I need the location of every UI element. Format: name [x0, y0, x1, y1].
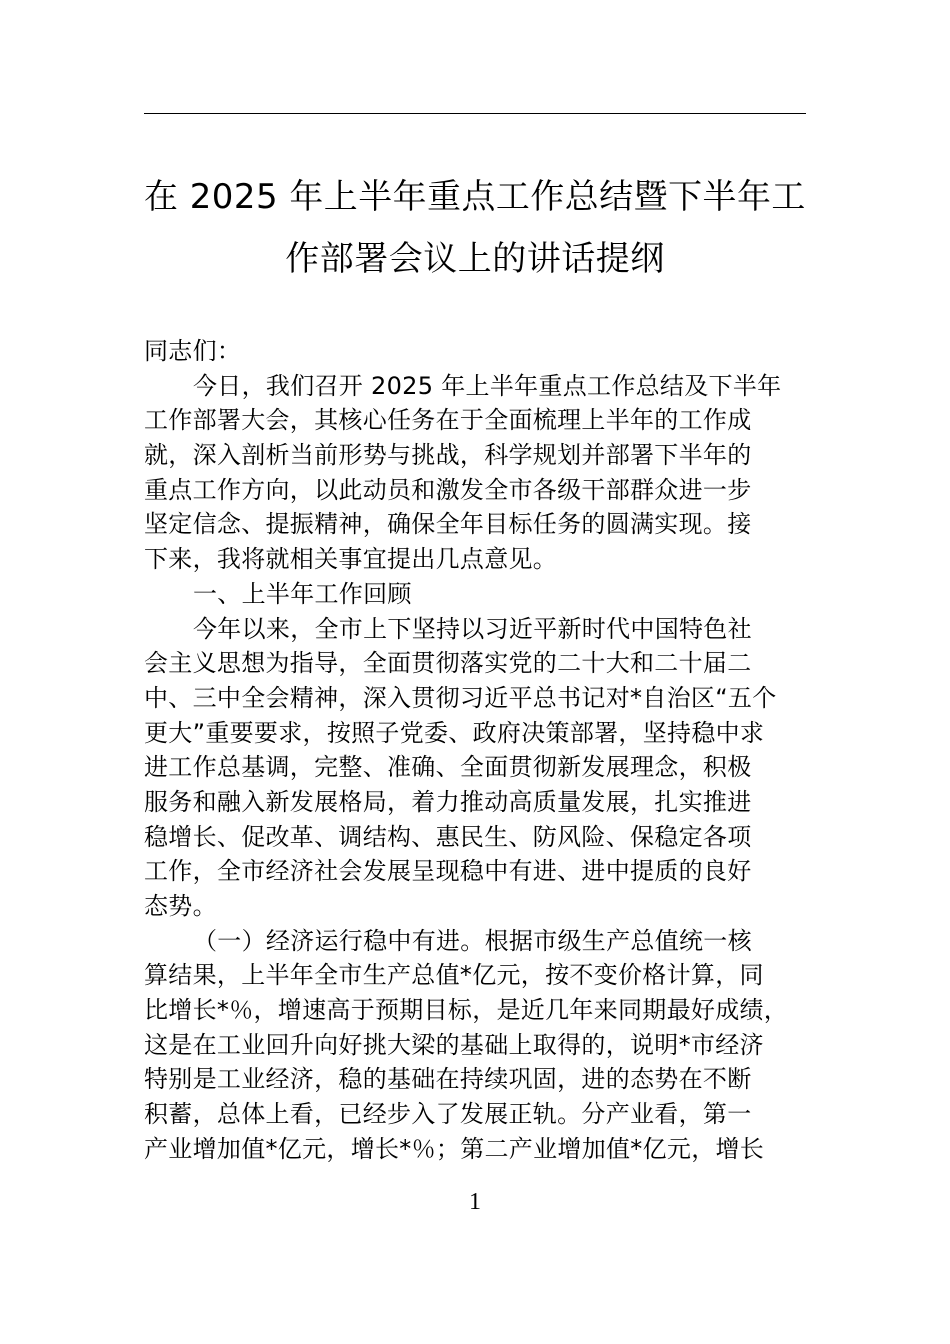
text-line: 工作，全市经济社会发展呈现稳中有进、进中提质的良好: [144, 857, 752, 886]
section-heading: 一、上半年工作回顾: [193, 579, 412, 608]
title-line-2: 作部署会议上的讲话提纲: [285, 239, 665, 279]
text-line: 就，深入剖析当前形势与挑战，科学规划并部署下半年的: [144, 441, 752, 470]
text-line: 特别是工业经济，稳的基础在持续巩固，进的态势在不断: [144, 1065, 752, 1094]
text-line: 下来，我将就相关事宜提出几点意见。: [144, 545, 558, 574]
text-line: 服务和融入新发展格局，着力推动高质量发展，扎实推进: [144, 787, 752, 816]
text-line: 更大”重要要求，按照子党委、政府决策部署，坚持稳中求: [144, 718, 765, 747]
text-line: 工作部署大会，其核心任务在于全面梳理上半年的工作成: [144, 406, 752, 435]
subsection-line: （一）经济运行稳中有进。根据市级生产总值统一核: [193, 926, 752, 955]
text-line: 稳增长、促改革、调结构、惠民生、防风险、保稳定各项: [144, 822, 752, 851]
text-line: 重点工作方向，以此动员和激发全市各级干部群众进一步: [144, 475, 752, 504]
salutation: 同志们：: [144, 337, 242, 365]
text-line: 产业增加值*亿元，增长*％；第二产业增加值*亿元，增长: [144, 1134, 765, 1163]
page-number: 1: [469, 1189, 481, 1215]
text-line: 今日，我们召开 2025 年上半年重点工作总结及下半年: [193, 371, 782, 400]
text-line: 会主义思想为指导，全面贯彻落实党的二十大和二十届二: [144, 649, 752, 678]
text-line: 进工作总基调，完整、准确、全面贯彻新发展理念，积极: [144, 753, 752, 782]
text-line: 这是在工业回升向好挑大梁的基础上取得的，说明*市经济: [144, 1030, 764, 1059]
text-line: 态势。: [144, 892, 217, 920]
text-line: 算结果，上半年全市生产总值*亿元，按不变价格计算，同: [144, 961, 764, 990]
title-line-1: 在 2025 年上半年重点工作总结暨下半年工: [144, 177, 806, 217]
document-body: [144, 334, 806, 1167]
header-rule: [144, 113, 806, 114]
document-title: [144, 166, 806, 290]
text-line: 坚定信念、提振精神，确保全年目标任务的圆满实现。接: [144, 510, 752, 539]
text-line: 中、三中全会精神，深入贯彻习近平总书记对*自治区“五个: [144, 683, 777, 712]
text-line: 比增长*％，增速高于预期目标，是近几年来同期最好成绩，: [144, 996, 789, 1025]
text-line: 积蓄，总体上看，已经步入了发展正轨。分产业看，第一: [144, 1100, 752, 1129]
text-line: 今年以来，全市上下坚持以习近平新时代中国特色社: [193, 614, 752, 643]
